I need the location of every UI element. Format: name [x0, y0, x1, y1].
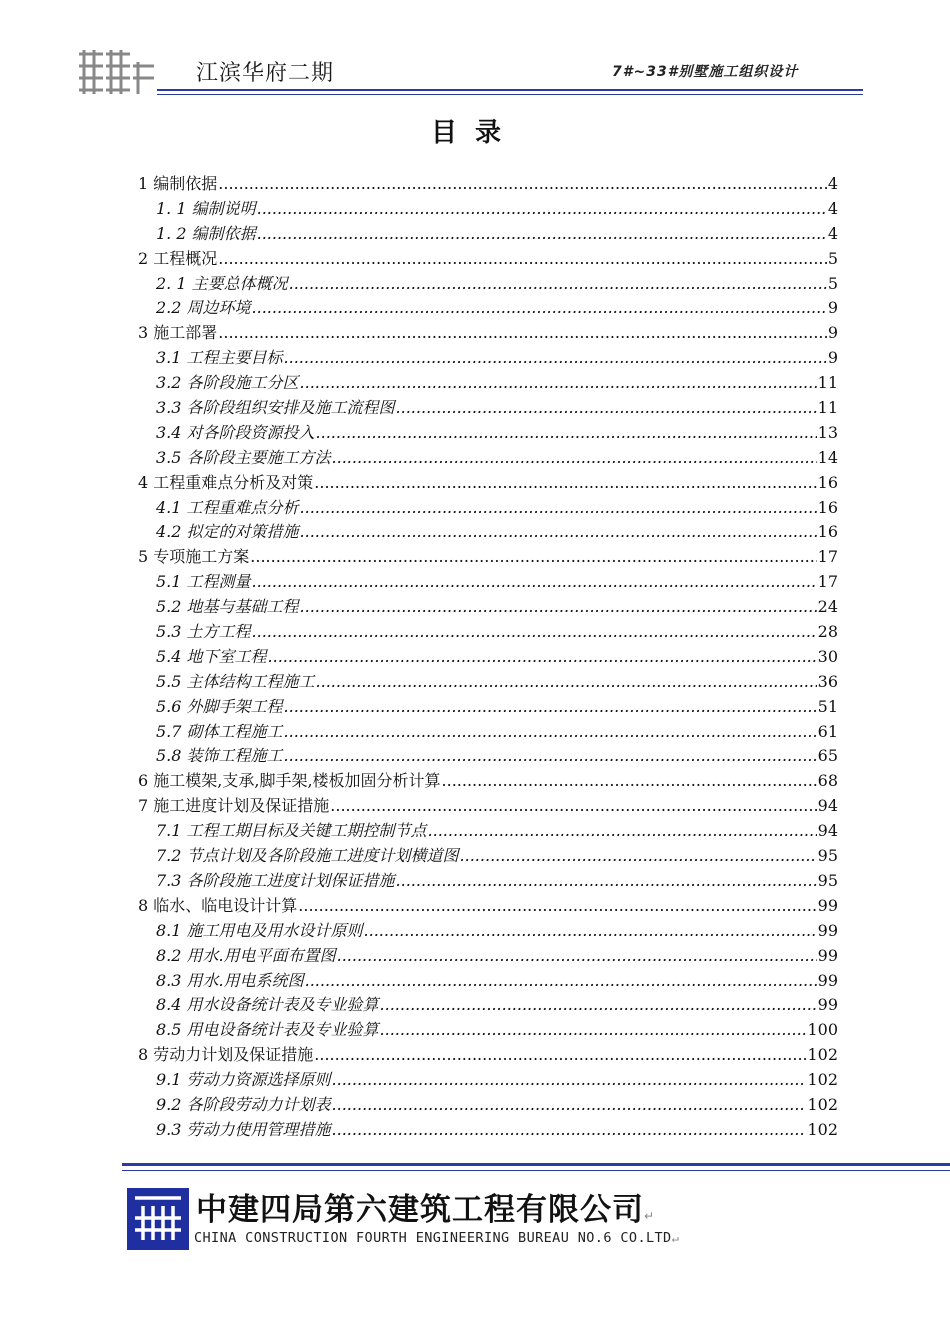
toc-entry[interactable] — [138, 595, 838, 620]
toc-entry[interactable] — [138, 695, 838, 720]
toc-entry-label: 6 施工模架,支承,脚手架,楼板加固分析计算 — [138, 771, 441, 791]
toc-entry-label: 8.1 施工用电及用水设计原则 — [156, 920, 363, 940]
toc-leader-dots — [332, 446, 817, 471]
toc-entry-page: 17 — [817, 572, 838, 592]
toc-entry-page: 100 — [807, 1020, 838, 1040]
toc-entry-label: 5.7 砌体工程施工 — [156, 721, 283, 741]
toc-leader-dots — [250, 545, 816, 570]
project-name: 江滨华府二期 — [196, 61, 335, 86]
toc-entry[interactable] — [138, 744, 838, 769]
toc-entry[interactable] — [138, 620, 838, 645]
toc-entry-page: 99 — [817, 970, 838, 990]
toc-entry-page: 9 — [827, 323, 838, 343]
toc-entry-page: 102 — [807, 1094, 838, 1114]
toc-leader-dots — [298, 894, 816, 919]
toc-entry-label: 4.1 工程重难点分析 — [156, 497, 299, 517]
toc-leader-dots — [252, 296, 827, 321]
toc-entry[interactable] — [138, 794, 838, 819]
toc-entry-label: 7.1 工程工期目标及关键工期控制节点 — [156, 821, 427, 841]
document-title: 7#~33#别墅施工组织设计 — [612, 64, 799, 80]
toc-entry[interactable] — [138, 869, 838, 894]
footer-rule — [122, 1163, 950, 1166]
toc-entry-label: 7.2 节点计划及各阶段施工进度计划横道图 — [156, 846, 459, 866]
toc-leader-dots — [337, 944, 817, 969]
toc-entry-label: 5 专项施工方案 — [138, 547, 250, 567]
toc-entry[interactable] — [138, 346, 838, 371]
toc-entry-label: 8.5 用电设备统计表及专业验算 — [156, 1020, 379, 1040]
toc-entry[interactable] — [138, 645, 838, 670]
toc-leader-dots — [332, 1093, 807, 1118]
toc-entry-page: 9 — [827, 348, 838, 368]
toc-entry[interactable] — [138, 446, 838, 471]
toc-entry-page: 24 — [817, 597, 838, 617]
toc-entry-label: 9.2 各阶段劳动力计划表 — [156, 1094, 331, 1114]
toc-entry-label: 3.4 对各阶段资源投入 — [156, 422, 315, 442]
toc-leader-dots — [332, 1068, 807, 1093]
toc-leader-dots — [300, 371, 817, 396]
header-rule — [157, 89, 863, 91]
toc-entry-page: 99 — [817, 895, 838, 915]
toc-leader-dots — [396, 869, 817, 894]
toc-entry-label: 8 劳动力计划及保证措施 — [138, 1045, 314, 1065]
company-name-en: CHINA CONSTRUCTION FOURTH ENGINEERING BUREAU NO.6 CO.LTD↵ — [194, 1230, 680, 1246]
toc-entry-page: 102 — [807, 1070, 838, 1090]
toc-entry-page: 65 — [817, 746, 838, 766]
toc-entry-page: 99 — [817, 945, 838, 965]
toc-entry[interactable] — [138, 222, 838, 247]
toc-entry[interactable] — [138, 944, 838, 969]
toc-leader-dots — [300, 520, 817, 545]
toc-entry[interactable] — [138, 197, 838, 222]
toc-leader-dots — [380, 1018, 807, 1043]
toc-leader-dots — [316, 670, 817, 695]
toc-entry-label: 5.5 主体结构工程施工 — [156, 671, 315, 691]
toc-leader-dots — [314, 471, 816, 496]
toc-leader-dots — [460, 844, 817, 869]
toc-entry-page: 9 — [827, 298, 838, 318]
toc-entry-page: 14 — [817, 447, 838, 467]
toc-entry-page: 11 — [817, 398, 838, 418]
toc-entry-label: 5.3 土方工程 — [156, 622, 251, 642]
header-rule-thin — [157, 94, 863, 95]
toc-leader-dots — [252, 570, 817, 595]
toc-entry[interactable] — [138, 321, 838, 346]
toc-entry-label: 4 工程重难点分析及对策 — [138, 472, 314, 492]
toc-leader-dots — [330, 794, 816, 819]
toc-entry-page: 99 — [817, 995, 838, 1015]
toc-leader-dots — [218, 172, 827, 197]
toc-entry[interactable] — [138, 1018, 838, 1043]
toc-entry-label: 1. 1 编制说明 — [156, 198, 256, 218]
company-name-cn: 中建四局第六建筑工程有限公司↵ — [196, 1192, 656, 1228]
toc-leader-dots — [257, 222, 827, 247]
toc-entry[interactable] — [138, 894, 838, 919]
toc-entry[interactable] — [138, 670, 838, 695]
toc-leader-dots — [314, 1043, 806, 1068]
toc-entry[interactable] — [138, 1068, 838, 1093]
toc-entry[interactable] — [138, 172, 838, 197]
toc-leader-dots — [364, 919, 817, 944]
toc-entry[interactable] — [138, 421, 838, 446]
toc-leader-dots — [284, 346, 827, 371]
toc-entry-page: 102 — [807, 1119, 838, 1139]
toc-entry-page: 95 — [817, 846, 838, 866]
toc-entry[interactable] — [138, 993, 838, 1018]
toc-entry-label: 5.1 工程测量 — [156, 572, 251, 592]
toc-leader-dots — [300, 496, 817, 521]
toc-entry[interactable] — [138, 1118, 838, 1143]
toc-entry-label: 3.2 各阶段施工分区 — [156, 373, 299, 393]
toc-entry-page: 36 — [817, 671, 838, 691]
toc-entry[interactable] — [138, 969, 838, 994]
toc-entry-page: 94 — [817, 796, 838, 816]
toc-entry-page: 51 — [817, 696, 838, 716]
toc-entry-page: 28 — [817, 622, 838, 642]
toc-entry-label: 5.6 外脚手架工程 — [156, 696, 283, 716]
page-title: 目录 — [430, 118, 519, 148]
cscec-logo-icon — [127, 1188, 189, 1250]
toc-leader-dots — [257, 197, 827, 222]
toc-entry-page: 5 — [827, 273, 838, 293]
toc-entry[interactable] — [138, 919, 838, 944]
toc-entry-label: 2 工程概况 — [138, 248, 218, 268]
toc-entry[interactable] — [138, 570, 838, 595]
toc-entry-label: 8.2 用水.用电平面布置图 — [156, 945, 336, 965]
toc-leader-dots — [284, 720, 817, 745]
toc-entry[interactable] — [138, 247, 838, 272]
toc-entry-label: 9.3 劳动力使用管理措施 — [156, 1119, 331, 1139]
toc-entry-page: 30 — [817, 646, 838, 666]
toc-entry[interactable] — [138, 844, 838, 869]
toc-leader-dots — [300, 595, 817, 620]
toc-entry-page: 61 — [817, 721, 838, 741]
toc-entry-label: 3 施工部署 — [138, 323, 218, 343]
toc-entry-label: 7.3 各阶段施工进度计划保证措施 — [156, 870, 395, 890]
toc-entry[interactable] — [138, 769, 838, 794]
footer-rule-thin — [122, 1170, 950, 1171]
toc-entry[interactable] — [138, 296, 838, 321]
toc-leader-dots — [316, 421, 817, 446]
toc-entry[interactable] — [138, 1093, 838, 1118]
toc-leader-dots — [252, 620, 817, 645]
toc-entry-label: 3.5 各阶段主要施工方法 — [156, 447, 331, 467]
toc-leader-dots — [289, 272, 827, 297]
toc-leader-dots — [428, 819, 817, 844]
toc-leader-dots — [284, 744, 817, 769]
toc-entry[interactable] — [138, 1043, 838, 1068]
toc-entry-label: 8.4 用水设备统计表及专业验算 — [156, 995, 379, 1015]
toc-entry-label: 2.2 周边环境 — [156, 298, 251, 318]
toc-entry-label: 5.8 装饰工程施工 — [156, 746, 283, 766]
toc-entry-label: 2. 1 主要总体概况 — [156, 273, 288, 293]
toc-entry[interactable] — [138, 545, 838, 570]
toc-entry[interactable] — [138, 496, 838, 521]
toc-entry-label: 4.2 拟定的对策措施 — [156, 522, 299, 542]
toc-leader-dots — [284, 695, 817, 720]
toc-entry-page: 13 — [817, 422, 838, 442]
toc-entry[interactable] — [138, 471, 838, 496]
toc-entry-label: 1 编制依据 — [138, 174, 218, 193]
toc-entry[interactable] — [138, 720, 838, 745]
toc-entry[interactable] — [138, 396, 838, 421]
toc-leader-dots — [380, 993, 817, 1018]
toc-entry-page: 102 — [807, 1045, 838, 1065]
toc-entry-label: 8 临水、临电设计计算 — [138, 895, 298, 915]
toc-entry-page: 94 — [817, 821, 838, 841]
company-logo-icon — [76, 44, 156, 98]
toc-entry-label: 1. 2 编制依据 — [156, 223, 256, 243]
toc-entry[interactable] — [138, 819, 838, 844]
toc-entry-label: 8.3 用水.用电系统图 — [156, 970, 304, 990]
toc-leader-dots — [218, 321, 827, 346]
toc-entry-page: 16 — [817, 497, 838, 517]
toc-entry-page: 4 — [827, 223, 838, 243]
toc-entry[interactable] — [138, 371, 838, 396]
toc-entry-page: 16 — [817, 472, 838, 492]
toc-entry-page: 17 — [817, 547, 838, 567]
toc-leader-dots — [332, 1118, 807, 1143]
toc-entry-page: 4 — [827, 198, 838, 218]
toc-entry-page: 99 — [817, 920, 838, 940]
toc-entry[interactable] — [138, 520, 838, 545]
toc-entry-label: 9.1 劳动力资源选择原则 — [156, 1070, 331, 1090]
toc-entry-label: 3.3 各阶段组织安排及施工流程图 — [156, 398, 395, 418]
toc-entry-label: 7 施工进度计划及保证措施 — [138, 796, 330, 816]
toc-entry-page: 16 — [817, 522, 838, 542]
toc-entry-page: 95 — [817, 870, 838, 890]
table-of-contents — [138, 172, 838, 1143]
toc-leader-dots — [442, 769, 817, 794]
toc-leader-dots — [305, 969, 817, 994]
toc-leader-dots — [396, 396, 817, 421]
toc-entry-page: 5 — [827, 248, 838, 268]
toc-entry-page: 11 — [817, 373, 838, 393]
toc-entry-page: 4 — [827, 174, 838, 193]
toc-entry[interactable] — [138, 272, 838, 297]
toc-leader-dots — [218, 247, 827, 272]
toc-entry-page: 68 — [817, 771, 838, 791]
toc-entry-label: 3.1 工程主要目标 — [156, 348, 283, 368]
toc-entry-label: 5.2 地基与基础工程 — [156, 597, 299, 617]
toc-leader-dots — [268, 645, 817, 670]
toc-entry-label: 5.4 地下室工程 — [156, 646, 267, 666]
